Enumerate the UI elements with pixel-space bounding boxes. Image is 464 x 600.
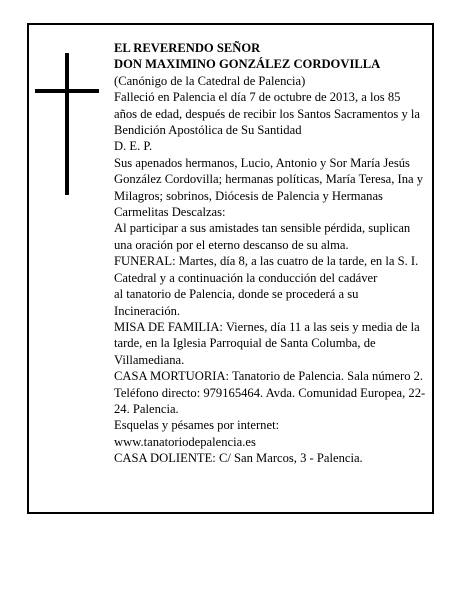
notice-funeral: FUNERAL: Martes, día 8, a las cuatro de la tarde, en la S. I. Catedral y a continuación la conducción del cadáver [114, 254, 419, 285]
notice-text [114, 40, 426, 467]
notice-online-condolences: Esquelas y pésames por internet: [114, 418, 280, 433]
notice-death-statement: Falleció en Palencia el día 7 de octubre de 2013, a los 85 años de edad, después de recibir los Santos Sacramentos y la Bendición Apostólica de Su Santidad [114, 90, 421, 138]
notice-title-line1: EL REVERENDO SEÑOR [114, 41, 261, 55]
cross-vertical-bar [65, 53, 69, 195]
obituary-notice [27, 23, 434, 514]
cross-horizontal-bar [35, 89, 99, 93]
notice-rip: D. E. P. [114, 139, 153, 154]
notice-mortuary: CASA MORTUORIA: Tanatorio de Palencia. Sala número 2. Teléfono directo: 979165464. Avda. Comunidad Europea, 22-24. Palencia. [114, 369, 426, 416]
notice-funeral-continuation: al tanatorio de Palencia, donde se procederá a su Incineración. [114, 287, 359, 318]
notice-family-home: CASA DOLIENTE: C/ San Marcos, 3 - Palencia. [114, 451, 363, 466]
notice-family-mass: MISA DE FAMILIA: Viernes, día 11 a las seis y media de la tarde, en la Iglesia Parroquial de Santa Columba, de Villamediana. [114, 319, 420, 367]
notice-title-line2: DON MAXIMINO GONZÁLEZ CORDOVILLA [114, 57, 381, 72]
notice-website-link[interactable]: www.tanatoriodepalencia.es [114, 434, 256, 449]
cross-icon [35, 53, 99, 225]
notice-request-prayer: Al participar a sus amistades tan sensible pérdida, suplican una oración por el eterno descanso de su alma. [114, 221, 411, 252]
notice-subtitle: (Canónigo de la Catedral de Palencia) [114, 73, 306, 88]
notice-mourners: Sus apenados hermanos, Lucio, Antonio y Sor María Jesús González Cordovilla; hermanas políticas, María Teresa, Ina y Milagros; sobrinos, Diócesis de Palencia y Hermanas Carmelitas Descalzas: [114, 155, 424, 220]
